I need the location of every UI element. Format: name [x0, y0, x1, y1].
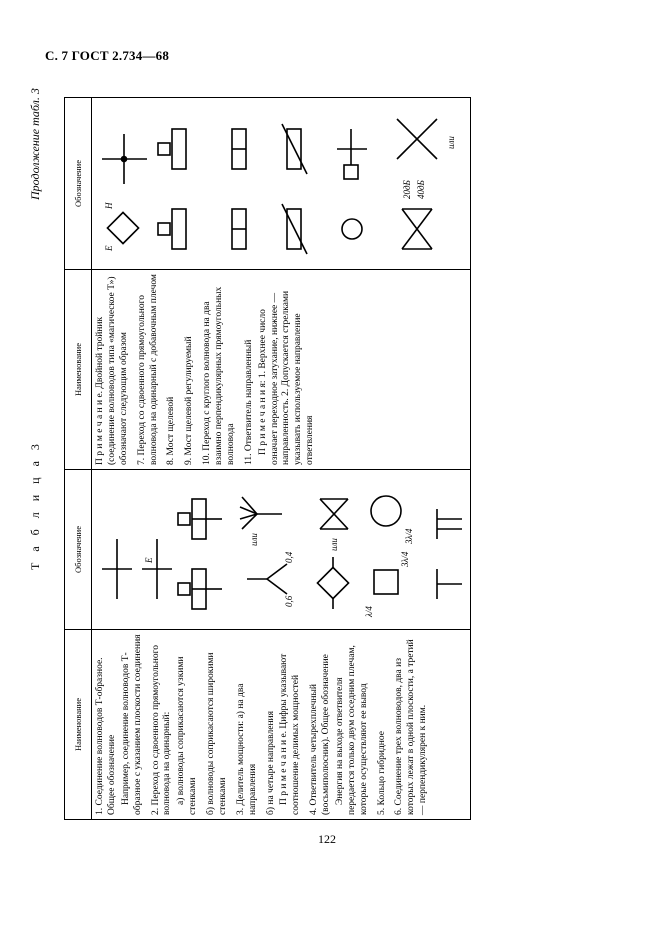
- svg-text:0,6: 0,6: [284, 595, 294, 607]
- slot-bridge-icon: [232, 129, 246, 249]
- svg-text:3λ/4: 3λ/4: [400, 551, 410, 567]
- transition-extra-arm-icon: [158, 129, 186, 249]
- col-header-symbol: Обозначение: [65, 470, 92, 630]
- directional-coupler-icon: [397, 119, 456, 249]
- svg-text:E: E: [144, 557, 154, 563]
- power-divider-2-icon: [247, 551, 294, 607]
- svg-text:или: или: [329, 538, 339, 551]
- hybrid-ring-icon: [364, 496, 414, 618]
- round-to-rect-transition-icon: [337, 129, 367, 239]
- rotated-table-sheet: [28, 88, 464, 820]
- left-names-cell: [92, 630, 471, 820]
- svg-text:20дБ: 20дБ: [402, 180, 412, 199]
- svg-text:H: H: [104, 202, 114, 209]
- t-junction-e-icon: [142, 539, 172, 599]
- power-divider-4-icon: [240, 497, 282, 546]
- table-continuation: Продолжение табл. 3: [28, 88, 42, 200]
- list-item: 11. Ответвитель направленный П р и м е ч а н и я: 1. Верхнее число означает переходное затухание, нижнее — направленность. 2. Допускается стрелками указывать используемое направление ответвления: [243, 290, 316, 465]
- list-item: б) волноводы соприкасаются широкими стенками: [206, 652, 228, 815]
- col-header-name-2: Наименование: [65, 270, 92, 470]
- right-symbols-cell: [92, 98, 471, 270]
- list-item: 7. Переход со сдвоенного прямоугольного волновода на одинарный с добавочным плечом: [136, 274, 159, 465]
- svg-text:или: или: [446, 136, 456, 149]
- transition-narrow-icon: [178, 569, 222, 609]
- list-item: П р и м е ч а н и е. Двойной тройник (соединение волноводов типа «магическое Т») обозначают следующим образом: [95, 276, 129, 465]
- t-junction-icon: [102, 539, 132, 599]
- symbols-table: [64, 97, 471, 820]
- magic-tee-icon: [102, 134, 147, 252]
- list-item: 8. Мост щелевой: [166, 396, 177, 465]
- list-item: 2. Переход со сдвоенного прямоугольного волновода на одинарный: а) волноводы соприкасаются узкими стенками: [150, 644, 199, 815]
- right-names-cell: [92, 270, 471, 470]
- table-title: Т а б л и ц а 3: [28, 440, 42, 570]
- left-symbols-cell: [92, 470, 471, 630]
- list-item: 1. Соединение волноводов Т-образное. Общее обозначение Например, соединение волноводов Т-образное с указанием плоскости соединения: [95, 634, 143, 815]
- svg-text:E: E: [104, 245, 114, 251]
- list-item: б) на четыре направления П р и м е ч а н и е. Цифры указывают соотношение делимых мощностей: [265, 653, 302, 815]
- slot-bridge-adjustable-icon: [282, 124, 307, 254]
- svg-text:3λ/4: 3λ/4: [404, 528, 414, 544]
- three-waveguide-junction-icon: [437, 509, 462, 599]
- svg-text:0,4: 0,4: [284, 551, 294, 563]
- page-header: С. 7 ГОСТ 2.734—68: [45, 48, 170, 63]
- list-item: 5. Кольцо гибридное: [376, 731, 387, 815]
- list-item: 4. Ответвитель четырехплечный (восьмиполюсник). Общее обозначение Энергия на выходе ответвителя передается только двум соседним плечам, которые осуществляют ее вывод: [309, 645, 369, 815]
- list-item: 9. Мост щелевой регулируемый: [184, 336, 195, 465]
- col-header-name: Наименование: [65, 630, 92, 820]
- page-number: 122: [318, 832, 336, 846]
- transition-wide-icon: [178, 499, 222, 539]
- svg-text:или: или: [249, 533, 259, 546]
- left-symbols-drawing: [92, 469, 470, 629]
- coupler-icon: [317, 499, 348, 609]
- right-symbols-drawing: [92, 97, 470, 269]
- list-item: 3. Делитель мощности: а) на два направления: [235, 683, 258, 815]
- col-header-symbol-2: Обозначение: [65, 98, 92, 270]
- list-item: 6. Соединение трех волноводов, два из которых лежат в одной плоскости, а третий — перпендикулярен к ним.: [394, 639, 429, 815]
- svg-text:40дБ: 40дБ: [416, 180, 426, 199]
- svg-text:λ/4: λ/4: [364, 606, 374, 617]
- list-item: 10. Переход с круглого волновода на два взаимно перпендикулярных прямоугольных волновода: [202, 286, 236, 465]
